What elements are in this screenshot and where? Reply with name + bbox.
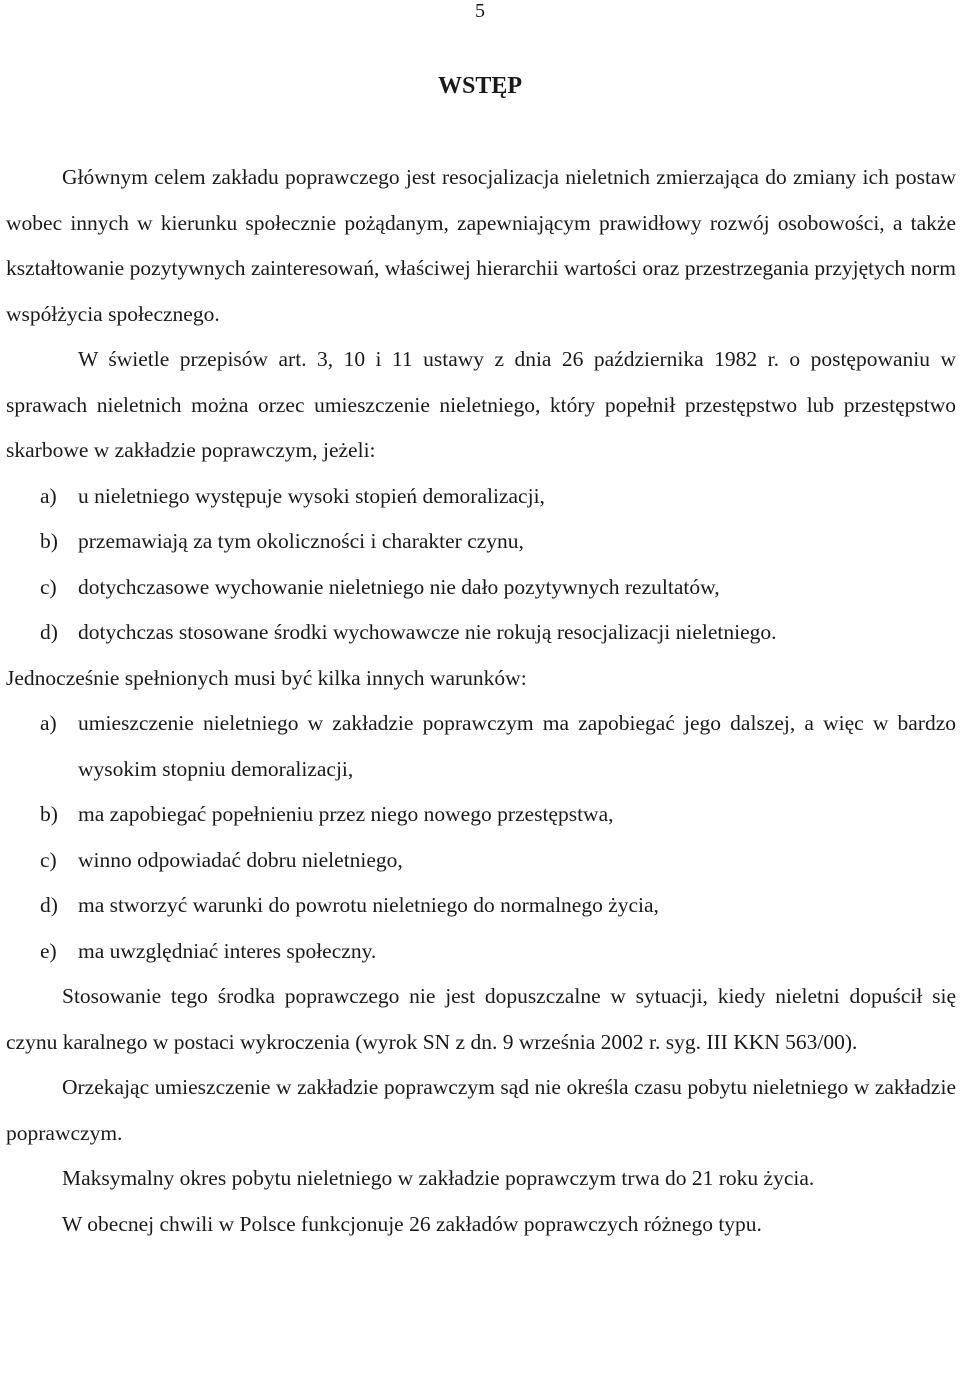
page-number: 5 bbox=[475, 0, 485, 22]
list-item-text: umieszczenie nieletniego w zakładzie poprawczym ma zapobiegać jego dalszej, a więc w bardzo wysokim stopniu demoralizacji, bbox=[78, 711, 956, 781]
list-marker: a) bbox=[40, 711, 57, 735]
list-marker: b) bbox=[40, 802, 58, 826]
legal-basis-paragraph: W świetle przepisów art. 3, 10 i 11 ustawy z dnia 26 października 1982 r. o postępowaniu w sprawach nieletnich można orzec umieszczenie nieletniego, który popełnił przestępstwo lub przestępstwo skarbowe w zakładzie poprawczym, jeżeli: bbox=[6, 347, 956, 462]
list-item bbox=[6, 701, 956, 792]
list-item bbox=[6, 519, 956, 565]
list-item-text: u nieletniego występuje wysoki stopień demoralizacji, bbox=[78, 483, 545, 508]
additional-conditions-intro: Jednocześnie spełnionych musi być kilka innych warunków: bbox=[6, 665, 527, 690]
list-marker: a) bbox=[40, 483, 57, 508]
body-text bbox=[6, 155, 956, 1247]
list-item bbox=[6, 610, 956, 656]
list-marker: c) bbox=[40, 847, 57, 872]
list-item bbox=[6, 838, 956, 884]
duration-paragraph: Orzekając umieszczenie w zakładzie poprawczym sąd nie określa czasu pobytu nieletniego w zakładzie poprawczym. bbox=[6, 1075, 956, 1145]
list-item bbox=[6, 929, 956, 975]
maximum-stay-paragraph: Maksymalny okres pobytu nieletniego w zakładzie poprawczym trwa do 21 roku życia. bbox=[62, 1166, 815, 1190]
list-item bbox=[6, 792, 956, 838]
facility-count-paragraph: W obecnej chwili w Polsce funkcjonuje 26 zakładów poprawczych różnego typu. bbox=[62, 1211, 762, 1236]
list-item-text: ma stworzyć warunki do powrotu nieletniego do normalnego życia, bbox=[78, 893, 659, 917]
list-item-text: dotychczasowe wychowanie nieletniego nie dało pozytywnych rezultatów, bbox=[78, 574, 720, 599]
list-marker: e) bbox=[40, 938, 57, 963]
section-title: WSTĘP bbox=[437, 73, 523, 99]
list-marker: c) bbox=[40, 574, 57, 599]
list-item bbox=[6, 565, 956, 611]
list-item-text: dotychczas stosowane środki wychowawcze nie rokują resocjalizacji nieletniego. bbox=[78, 620, 777, 644]
list-item-text: ma zapobiegać popełnieniu przez niego nowego przestępstwa, bbox=[78, 802, 614, 826]
list-marker: d) bbox=[40, 893, 58, 917]
inadmissibility-paragraph: Stosowanie tego środka poprawczego nie jest dopuszczalne w sytuacji, kiedy nieletni dopuścił się czynu karalnego w postaci wykroczenia (wyrok SN z dn. 9 września 2002 r. syg. III KKN 563/00). bbox=[6, 984, 956, 1054]
list-item-text: winno odpowiadać dobru nieletniego, bbox=[78, 847, 403, 872]
list-marker: d) bbox=[40, 620, 58, 644]
list-item-text: ma uwzględniać interes społeczny. bbox=[78, 938, 377, 963]
list-item bbox=[6, 883, 956, 929]
additional-conditions-list bbox=[6, 701, 956, 974]
list-item bbox=[6, 474, 956, 520]
intro-paragraph: Głównym celem zakładu poprawczego jest resocjalizacja nieletnich zmierzająca do zmiany ich postaw wobec innych w kierunku społecznie pożądanym, zapewniającym prawidłowy rozwój osobowości, a także kształtowanie pozytywnych zainteresowań, właściwej hierarchii wartości oraz przestrzegania przyjętych norm współżycia społecznego. bbox=[6, 165, 956, 326]
list-marker: b) bbox=[40, 529, 58, 553]
list-item-text: przemawiają za tym okoliczności i charakter czynu, bbox=[78, 529, 524, 553]
conditions-list bbox=[6, 474, 956, 656]
